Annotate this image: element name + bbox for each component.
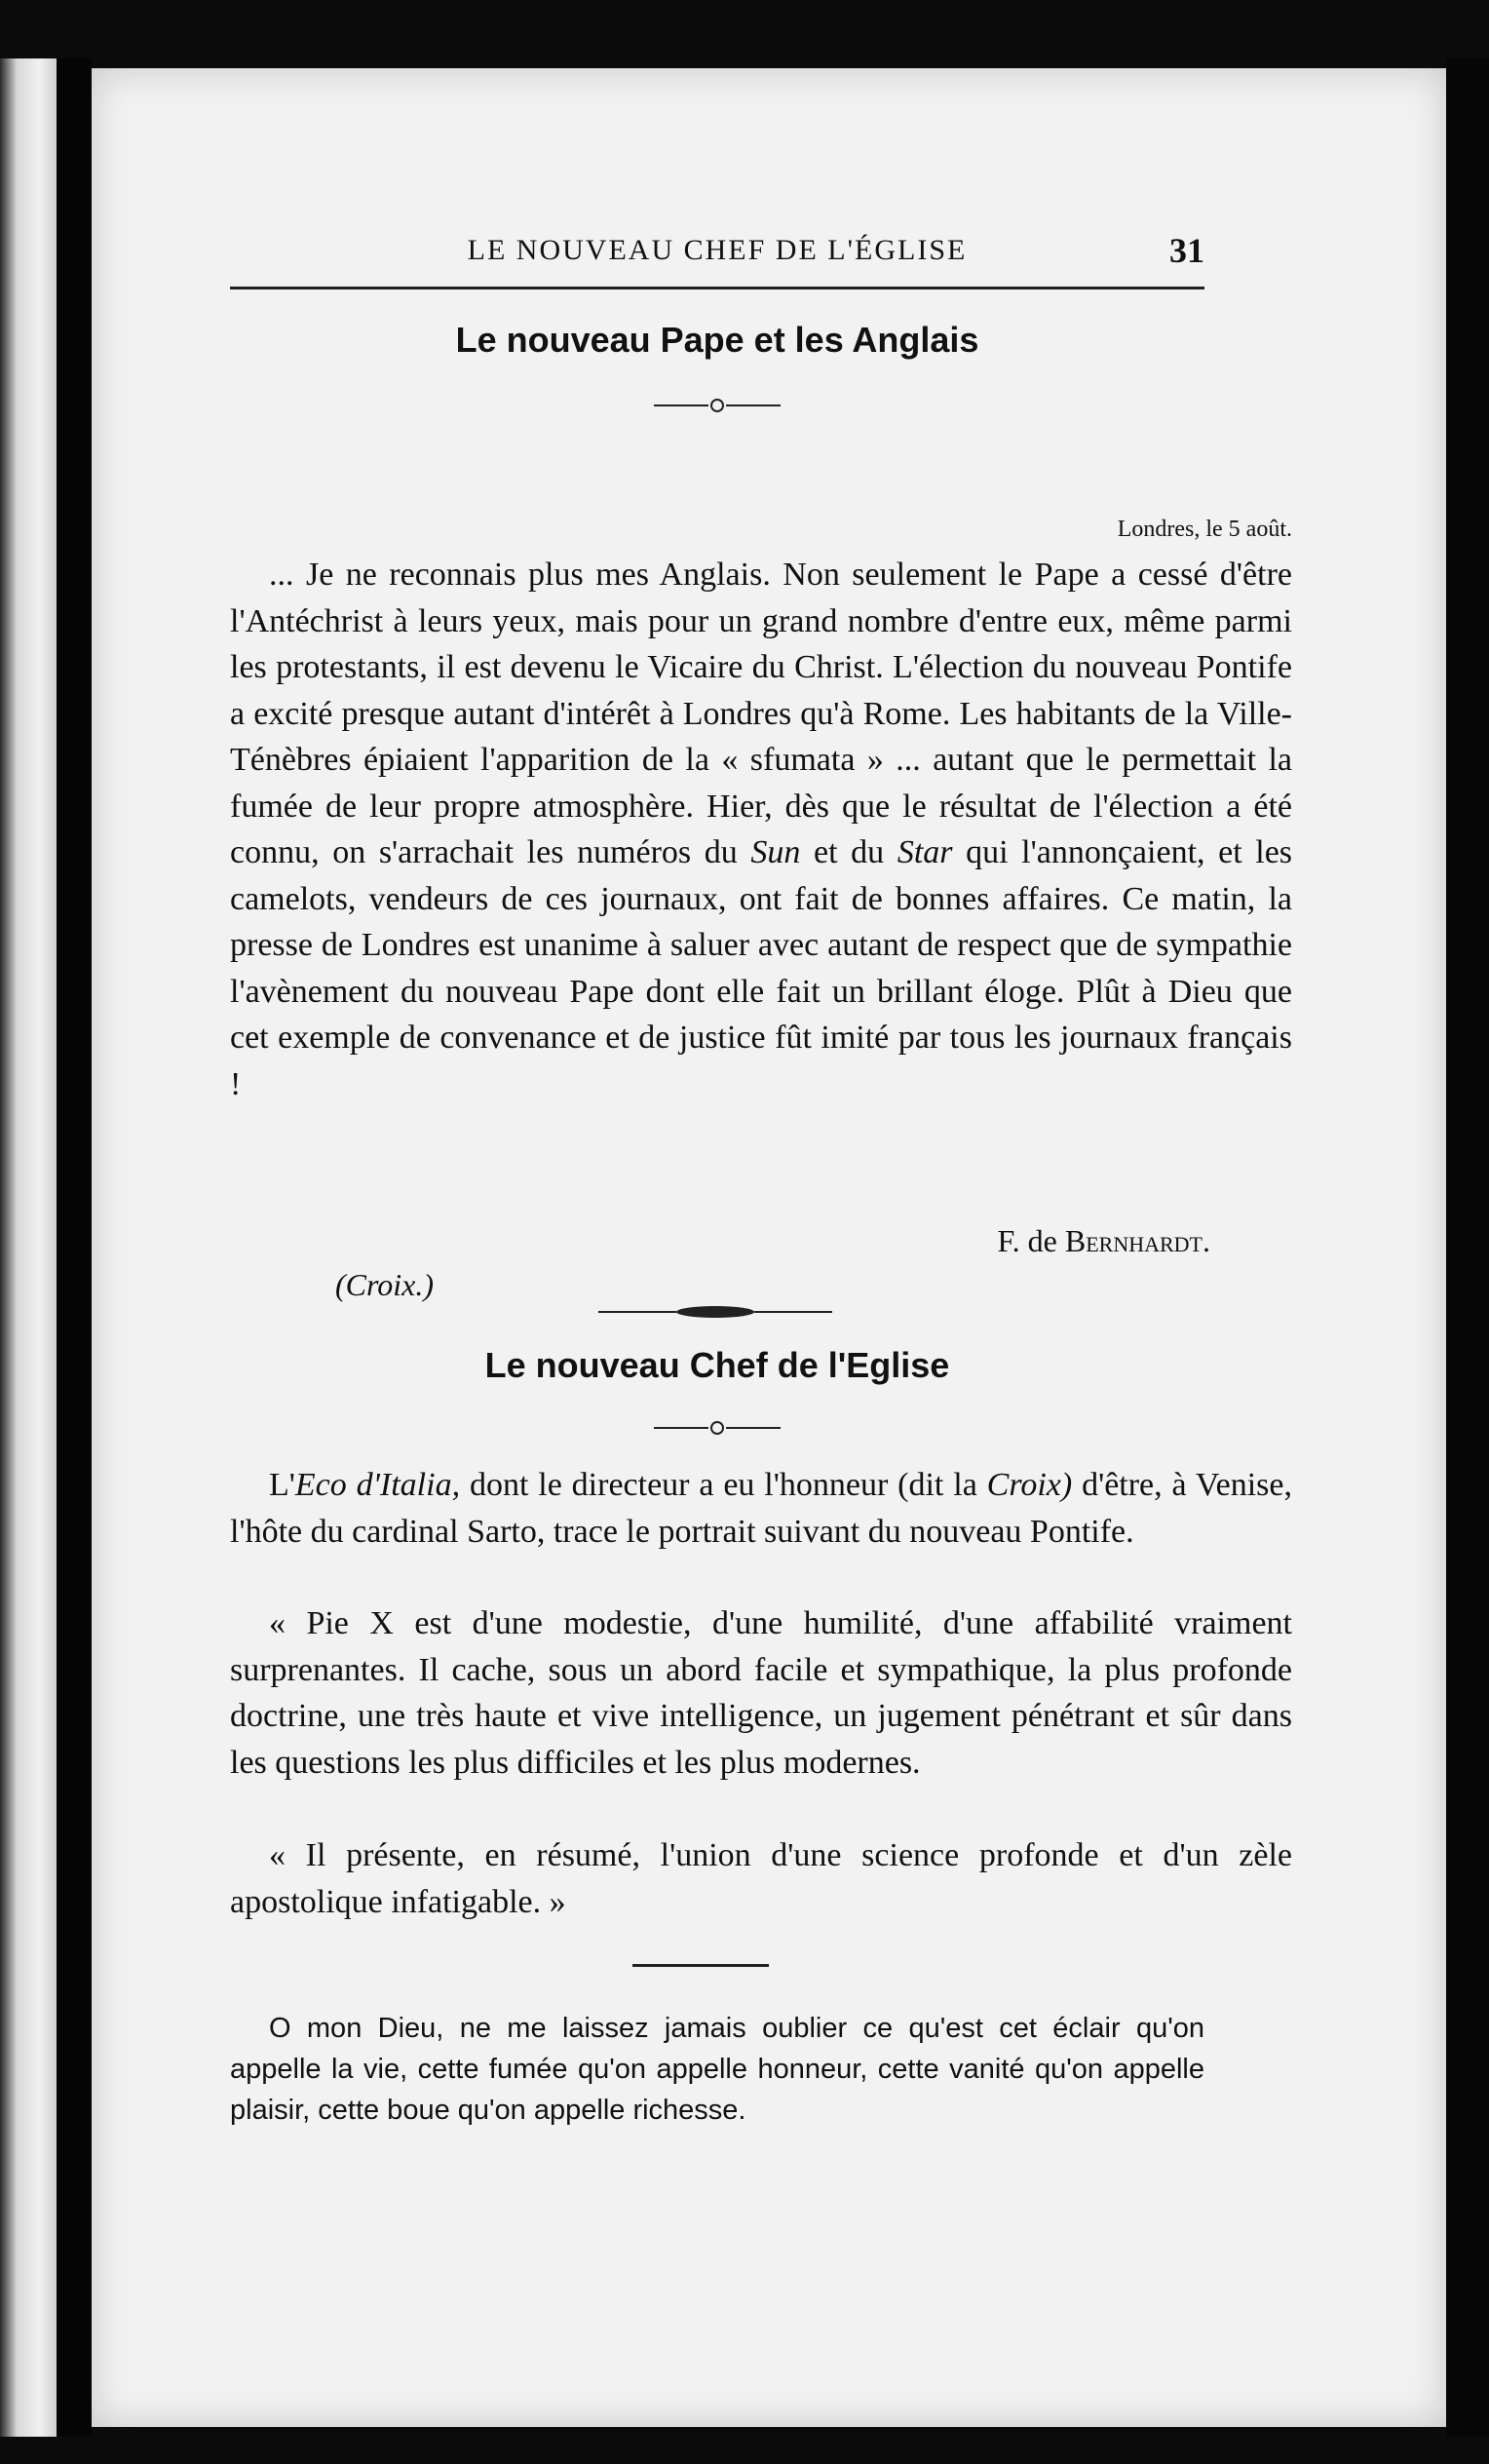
header-rule [230,287,1204,289]
article1-text-between: et du [814,834,885,870]
article2-paragraph-3: « Il présente, en résumé, l'union d'une science profonde et d'un zèle apostolique infatigable. » [230,1837,1292,1920]
title-ornament-2 [230,1415,1204,1439]
eco-italia: Eco d'Italia, [294,1467,461,1503]
previous-page-edge [0,58,57,2437]
newspaper-star: Star [897,834,953,870]
article-title-chef-eglise: Le nouveau Chef de l'Eglise [484,1345,950,1385]
closing-prayer: O mon Dieu, ne me laissez jamais oublier ce qu'est cet éclair qu'on appelle la vie, cette fumée qu'on appelle honneur, cette vanité qu'on appelle plaisir, cette boue qu'on appelle richesse. [230,2013,1204,2126]
article2-paragraph-2: « Pie X est d'une modestie, d'une humilité, d'une affabilité vraiment surprenantes. Il cache, sous un abord facile et sympathique, la plus profonde doctrine, une très haute et vive intelligence, un jugement pénétrant et sûr dans les questions les plus difficiles et les plus modernes. [230,1605,1292,1781]
p1-mid: dont le directeur a eu l'honneur (dit la [469,1467,977,1503]
signature [230,1223,1210,1259]
title-ornament [230,393,1204,416]
signature-name: Bernhardt. [1064,1223,1210,1258]
page-number: 31 [1169,231,1204,270]
p1-rest: d'être, à Venise, l'hôte du cardinal Sarto, trace le portrait suivant du nouveau Pontife. [230,1467,1293,1550]
article1-text-b: qui l'annonçaient, et les camelots, vendeurs de ces journaux, ont fait de bonnes affaires. Ce matin, la presse de Londres est unanime à saluer avec autant de respect que de sympathie l'avènement du nouveau Pape dont elle fait un brillant éloge. Plût à Dieu que cet exemple de convenance et de justice fût imité par tous les journaux français ! [230,834,1293,1102]
closing-rule [632,1964,769,1967]
signature-prefix: F. de [997,1223,1057,1258]
running-head [230,231,1204,292]
article1-body [230,552,1292,1107]
section-fleuron [598,1306,832,1318]
book-page [92,68,1446,2427]
croix-ref: Croix) [986,1467,1073,1503]
right-dark-edge [1446,58,1489,2437]
running-title: LE NOUVEAU CHEF DE L'ÉGLISE [467,234,968,266]
article1-text-a: ... Je ne reconnais plus mes Anglais. Non seulement le Pape a cessé d'être l'Antéchrist à leurs yeux, mais pour un grand nombre d'entre eux, même parmi les protestants, il est devenu le Vicaire du Christ. L'élection du nouveau Pontife a excité presque autant d'intérêt à Londres qu'à Rome. Les habitants de la Ville-Ténèbres épiaient l'apparition de la « sfumata » ... autant que le permettait la fumée de leur propre atmosphère. Hier, dès que le résultat de l'élection a été connu, on s'arrachait les numéros du [230,557,1292,870]
article2-paragraph-1 [230,1462,1292,1555]
newspaper-sun: Sun [750,834,801,870]
p1-prefix: L' [269,1467,295,1503]
book-gutter [57,58,92,2437]
article-title-pape-anglais: Le nouveau Pape et les Anglais [455,320,979,360]
dateline: Londres, le 5 août. [1117,517,1292,542]
source-croix: (Croix.) [335,1267,435,1302]
